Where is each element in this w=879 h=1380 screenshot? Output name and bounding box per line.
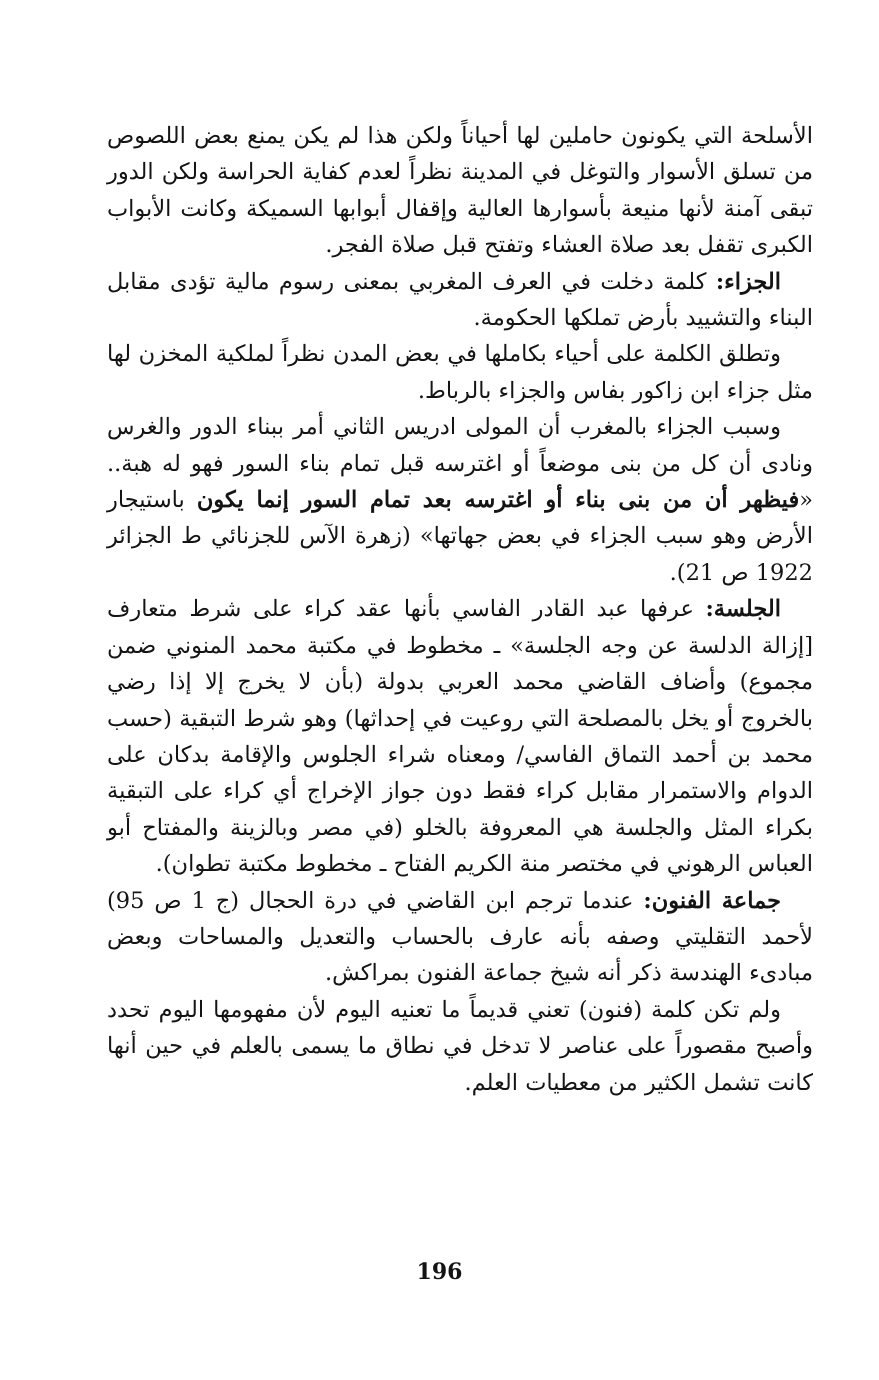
paragraph-jamaat-alfunun xyxy=(107,883,813,992)
paragraph-aljazaa-origin xyxy=(107,409,813,591)
term-heading: الجزاء: xyxy=(715,268,782,295)
paragraph-text: ولم تكن كلمة (فنون) تعني قديماً ما تعنيه اليوم لأن مفهومها اليوم تحدد وأصبح مقصوراً على عناصر لا تدخل في نطاق ما يسمى بالعلم في حين أنها كانت تشمل الكثير من معطيات العلم. xyxy=(107,996,813,1096)
term-heading: الجلسة: xyxy=(705,596,781,623)
paragraph-fortifications xyxy=(107,118,813,264)
paragraph-text: عرفها عبد القادر الفاسي بأنها عقد كراء على شرط متعارف [إزالة الدلسة عن وجه الجلسة» ـ مخطوط في مكتبة محمد المنوني ضمن مجموع) وأضاف القاضي محمد العربي بدولة (بأن لا يخرج إلا إذا رضي بالخروج أو يخل بالمصلحة التي روعيت في إحداثها) وهو شرط التبقية (حسب محمد بن أحمد التماق الفاسي/ ومعناه شراء الجلوس والإقامة بدكان على الدوام والاستمرار مقابل كراء فقط دون جواز الإخراج أي كراء على التبقية بكراء المثل والجلسة هي المعروفة بالخلو (في مصر وبالزينة والمفتاح أبو العباس الرهوني في مختصر منة الكريم الفتاح ـ مخطوط مكتبة تطوان). xyxy=(107,596,813,878)
paragraph-aljazaa-neighborhoods xyxy=(107,336,813,409)
paragraph-text: باستيجار الأرض وهو سبب الجزاء في بعض جهاتها» (زهرة الآس للجزنائي ط الجزائر 1922 ص 21). xyxy=(107,487,813,586)
page-number: 196 xyxy=(416,1259,463,1285)
paragraph-funun-meaning xyxy=(107,992,813,1101)
term-heading: جماعة الفنون: xyxy=(643,887,781,914)
paragraph-text: كلمة دخلت في العرف المغربي بمعنى رسوم مالية تؤدى مقابل البناء والتشييد بأرض تملكها الحكومة. xyxy=(107,268,813,332)
paragraph-aljazaa xyxy=(107,264,813,337)
paragraph-aljalsa xyxy=(107,591,813,882)
paragraph-text: وتطلق الكلمة على أحياء بكاملها في بعض المدن نظراً لملكية المخزن لها مثل جزاء ابن زاكور بفاس والجزاء بالرباط. xyxy=(107,341,813,404)
paragraph-text: الأسلحة التي يكونون حاملين لها أحياناً ولكن هذا لم يكن يمنع بعض اللصوص من تسلق الأسوار والتوغل في المدينة نظراً لعدم كفاية الحراسة ولكن الدور تبقى آمنة لأنها منيعة بأسوارها العالية وإقفال أبوابها السميكة وكانت الأبواب الكبرى تقفل بعد صلاة العشاء وتفتح قبل صلاة الفجر. xyxy=(107,123,813,259)
paragraph-text: عندما ترجم ابن القاضي في درة الحجال (ج 1 ص 95) لأحمد التقليتي وصفه بأنه عارف بالحساب والتعديل والمساحات وبعض مبادىء الهندسة ذكر أنه شيخ جماعة الفنون بمراكش. xyxy=(107,887,813,987)
paragraph-text: وسبب الجزاء بالمغرب أن المولى ادريس الثاني أمر ببناء الدور والغرس ونادى أن كل من بنى موضعاً أو اغترسه قبل تمام بناء السور فهو له هبة.. « xyxy=(107,414,813,514)
page-body xyxy=(107,118,813,1101)
quoted-text: فيظهر أن من بنى بناء أو اغترسه بعد تمام السور إنما يكون xyxy=(196,487,800,514)
